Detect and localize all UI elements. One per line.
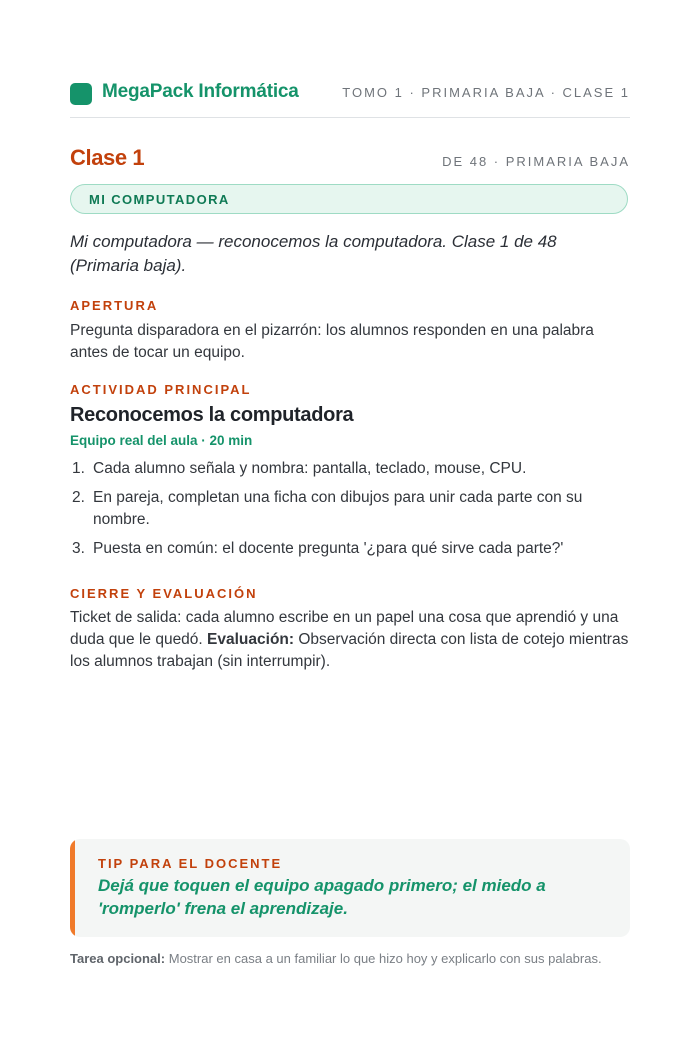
tip-label: TIP PARA EL DOCENTE	[98, 856, 283, 871]
step-number: 3.	[72, 540, 85, 557]
lesson-intro: Mi computadora — reconocemos la computadora. Clase 1 de 48 (Primaria baja).	[70, 232, 557, 275]
evaluation-text: Observación directa con lista de cotejo mientras los alumnos trabajan (sin interrumpir).	[70, 631, 629, 670]
apertura-text: Pregunta disparadora en el pizarrón: los alumnos responden en una palabra antes de tocar un equipo.	[70, 322, 594, 361]
list-item	[70, 458, 630, 480]
homework-label: Tarea opcional:	[70, 951, 166, 966]
header-meta: TOMO 1 · PRIMARIA BAJA · CLASE 1	[342, 85, 630, 100]
list-item	[70, 487, 630, 531]
header-divider	[70, 117, 630, 118]
optional-homework	[70, 950, 630, 968]
cierre-main-text: Ticket de salida: cada alumno escribe en un papel una cosa que aprendió y una duda que le quedó.	[70, 609, 619, 648]
section-label-cierre: CIERRE Y EVALUACIÓN	[70, 586, 258, 601]
activity-steps	[70, 458, 630, 567]
activity-meta: Equipo real del aula · 20 min	[70, 433, 253, 448]
activity-title: Reconocemos la computadora	[70, 404, 354, 426]
step-text: Cada alumno señala y nombra: pantalla, teclado, mouse, CPU.	[93, 460, 527, 477]
tip-text: Dejá que toquen el equipo apagado primero; el miedo a 'romperlo' frena el aprendizaje.	[98, 876, 546, 918]
brand-logo-mark	[70, 83, 92, 105]
step-text: En pareja, completan una ficha con dibujos para unir cada parte con su nombre.	[93, 489, 583, 528]
page-header	[70, 80, 630, 106]
step-number: 1.	[72, 460, 85, 477]
section-label-apertura: APERTURA	[70, 298, 159, 313]
cierre-text	[70, 607, 630, 673]
teacher-tip-callout	[70, 839, 630, 937]
class-meta: DE 48 · PRIMARIA BAJA	[442, 154, 630, 169]
homework-text: Mostrar en casa a un familiar lo que hizo hoy y explicarlo con sus palabras.	[168, 951, 602, 966]
step-number: 2.	[72, 489, 85, 506]
brand-name: MegaPack Informática	[102, 81, 299, 102]
unit-badge	[70, 184, 628, 214]
section-label-actividad: ACTIVIDAD PRINCIPAL	[70, 382, 252, 397]
lesson-page	[70, 0, 630, 1050]
tip-accent-bar	[70, 839, 75, 937]
evaluation-label: Evaluación:	[207, 631, 295, 648]
unit-badge-label: MI COMPUTADORA	[89, 192, 230, 207]
step-text: Puesta en común: el docente pregunta '¿para qué sirve cada parte?'	[93, 540, 564, 557]
class-title: Clase 1	[70, 145, 145, 170]
list-item	[70, 538, 630, 560]
